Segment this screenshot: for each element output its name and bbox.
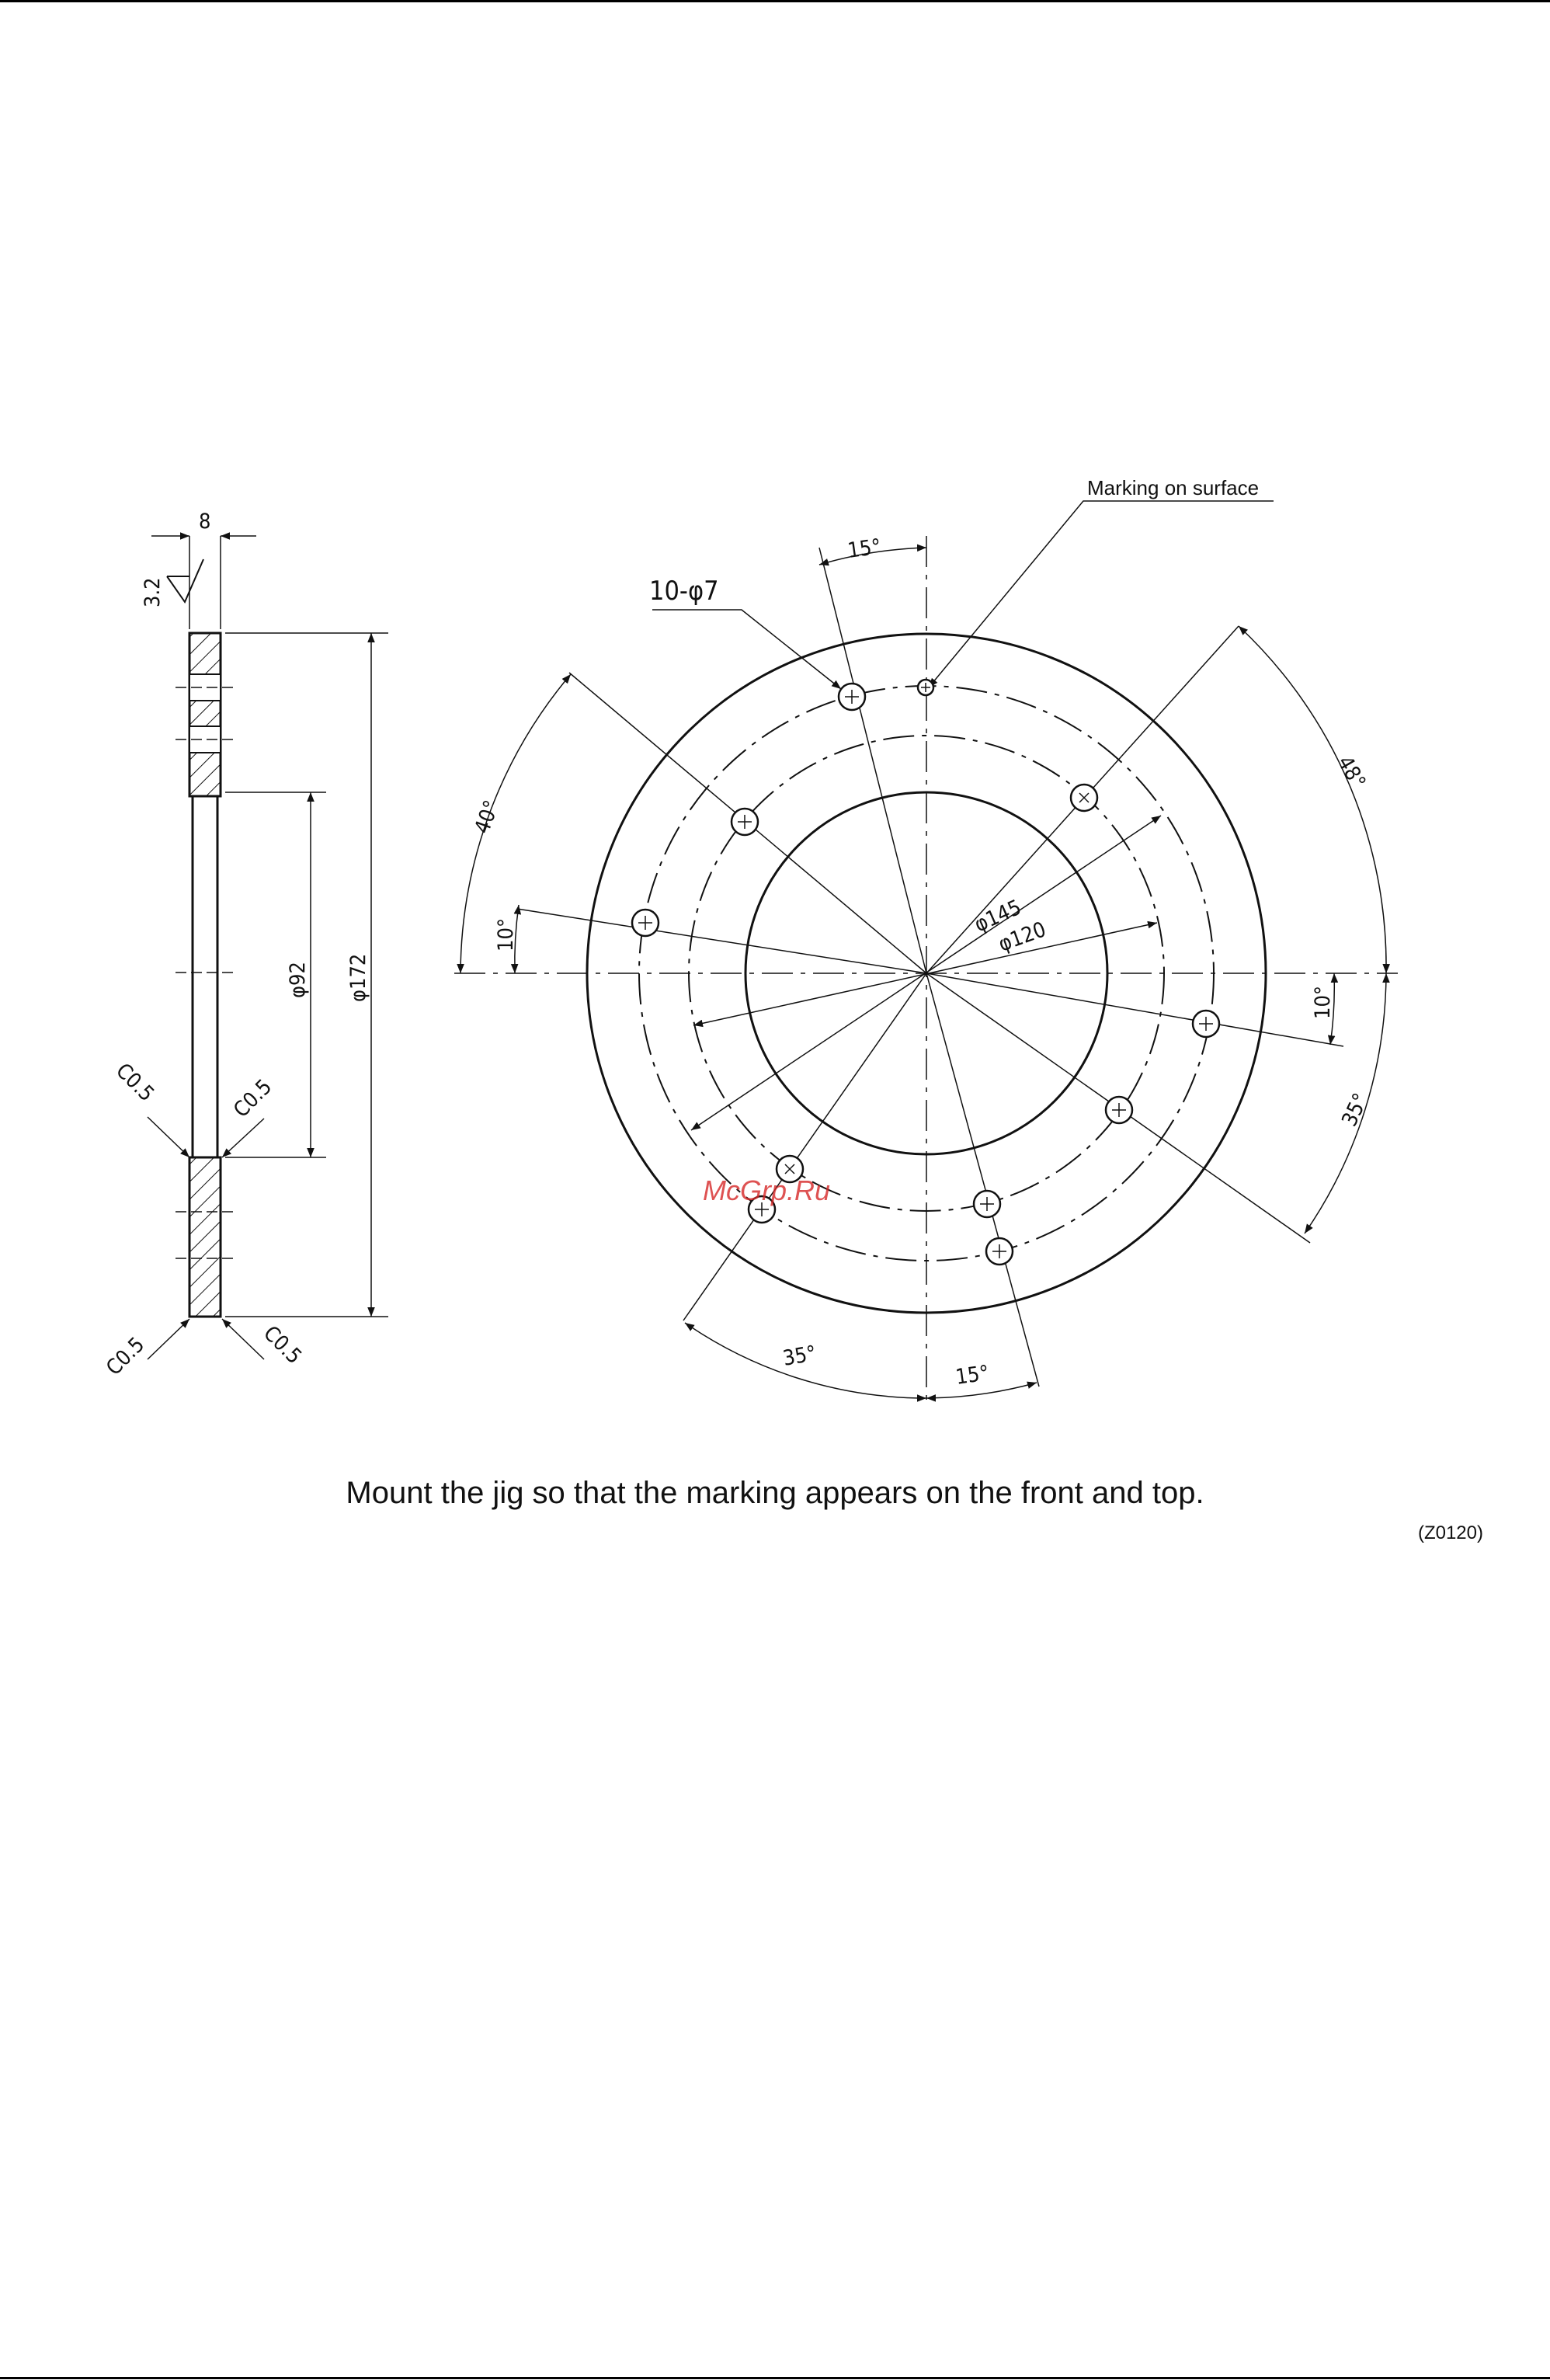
outer-diameter-label: φ172: [346, 953, 370, 1002]
angle-upper-left: 40°: [470, 797, 505, 837]
side-upper-section: [189, 633, 221, 796]
angle-upper-right: 48°: [1332, 752, 1371, 793]
caption: Mount the jig so that the marking appears on the front and top.: [346, 1476, 1204, 1510]
chamfer-upper-left: C0.5: [111, 1059, 159, 1107]
angle-bottom-left: 35°: [780, 1341, 818, 1371]
figure-id: (Z0120): [1417, 1522, 1483, 1543]
angle-lower-right: 35°: [1337, 1089, 1374, 1130]
pcd-inner-label: φ120: [995, 917, 1050, 957]
side-lower-section: [189, 1157, 221, 1317]
roughness-label: 3.2: [141, 577, 165, 607]
thickness-label: 8: [199, 510, 211, 534]
angle-top: 15°: [846, 534, 883, 563]
side-view: [148, 536, 388, 1359]
watermark: McGrp.Ru: [703, 1174, 831, 1206]
inner-diameter-label: φ92: [286, 962, 310, 998]
side-bore: [193, 796, 217, 1157]
angle-left: 10°: [494, 917, 518, 952]
marking-label: Marking on surface: [1087, 476, 1260, 499]
chamfer-upper-right: C0.5: [229, 1074, 277, 1122]
front-view: [454, 501, 1398, 1402]
angle-right: 10°: [1311, 985, 1335, 1019]
chamfer-lower-left: C0.5: [102, 1332, 150, 1380]
angle-bottom-right: 15°: [954, 1361, 991, 1390]
holes-label: 10-φ7: [649, 576, 719, 607]
pcd-outer-label: φ145: [971, 895, 1025, 938]
chamfer-lower-right: C0.5: [259, 1321, 307, 1369]
